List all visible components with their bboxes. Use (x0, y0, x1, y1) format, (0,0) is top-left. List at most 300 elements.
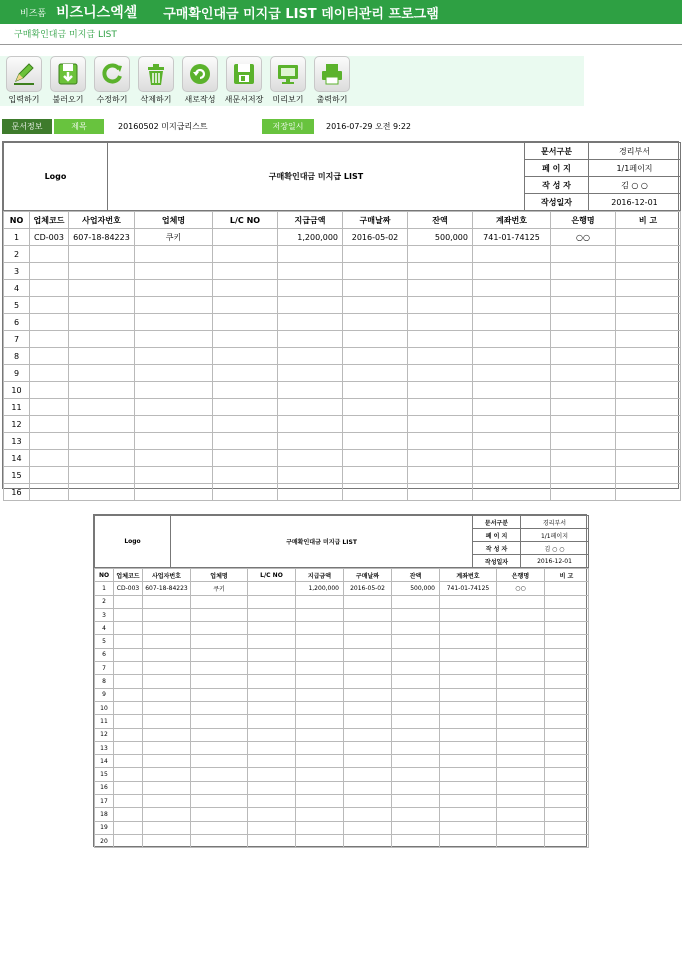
table-cell[interactable] (69, 484, 135, 501)
table-cell[interactable] (213, 365, 278, 382)
table-cell (440, 834, 497, 847)
table-cell[interactable] (213, 450, 278, 467)
table-cell[interactable] (473, 399, 551, 416)
table-cell (296, 755, 344, 768)
table-cell[interactable] (30, 382, 69, 399)
table-cell (344, 808, 392, 821)
row-number: 15 (4, 467, 30, 484)
table-cell[interactable] (343, 331, 408, 348)
table-cell[interactable] (135, 331, 213, 348)
table-cell (248, 688, 296, 701)
table-cell[interactable] (473, 280, 551, 297)
table-cell[interactable] (616, 484, 681, 501)
row-number: 13 (95, 741, 114, 754)
table-cell: 607-18-84223 (143, 582, 191, 595)
table-cell[interactable] (408, 382, 473, 399)
table-cell[interactable] (551, 467, 616, 484)
table-cell[interactable] (473, 484, 551, 501)
table-cell[interactable] (135, 467, 213, 484)
table-cell[interactable] (213, 229, 278, 246)
meta-value[interactable]: 2016-12-01 (589, 194, 681, 211)
table-row (95, 834, 589, 847)
table-cell[interactable] (343, 399, 408, 416)
table-cell[interactable] (69, 382, 135, 399)
table-cell[interactable] (30, 365, 69, 382)
table-cell (392, 635, 440, 648)
table-row (95, 622, 589, 635)
table-cell (191, 688, 248, 701)
table-cell[interactable] (30, 246, 69, 263)
table-cell[interactable] (278, 365, 343, 382)
table-cell[interactable] (408, 399, 473, 416)
table-cell[interactable] (213, 314, 278, 331)
table-cell[interactable] (408, 280, 473, 297)
table-cell[interactable] (30, 331, 69, 348)
table-cell (392, 715, 440, 728)
table-cell[interactable] (408, 297, 473, 314)
table-cell[interactable]: 607-18-84223 (69, 229, 135, 246)
input-button-label: 입력하기 (8, 95, 40, 104)
table-cell[interactable]: 500,000 (408, 229, 473, 246)
table-cell (248, 715, 296, 728)
table-cell[interactable] (551, 263, 616, 280)
table-cell[interactable] (616, 433, 681, 450)
table-cell (392, 821, 440, 834)
table-cell[interactable] (135, 365, 213, 382)
table-cell (440, 821, 497, 834)
table-cell (296, 608, 344, 621)
table-cell (248, 808, 296, 821)
table-cell[interactable] (616, 450, 681, 467)
table-cell[interactable] (213, 467, 278, 484)
table-cell (392, 648, 440, 661)
document-info-row (2, 119, 452, 134)
table-cell (114, 648, 143, 661)
table-cell (497, 715, 545, 728)
table-cell[interactable] (408, 365, 473, 382)
table-row (95, 648, 589, 661)
row-number: 3 (95, 608, 114, 621)
table-cell[interactable] (343, 263, 408, 280)
table-cell[interactable] (278, 348, 343, 365)
table-cell[interactable]: CD-003 (30, 229, 69, 246)
table-cell (392, 768, 440, 781)
table-cell (545, 688, 589, 701)
table-cell[interactable] (408, 450, 473, 467)
table-cell[interactable] (343, 348, 408, 365)
table-cell[interactable] (473, 297, 551, 314)
table-cell[interactable] (213, 280, 278, 297)
table-cell[interactable] (473, 382, 551, 399)
table-cell[interactable] (408, 246, 473, 263)
table-cell (248, 768, 296, 781)
table-cell (392, 675, 440, 688)
preview-button-label: 미리보기 (272, 95, 304, 104)
table-cell[interactable] (69, 450, 135, 467)
table-row (95, 795, 589, 808)
table-cell[interactable] (213, 399, 278, 416)
table-cell[interactable] (278, 399, 343, 416)
table-cell[interactable] (408, 484, 473, 501)
table-cell (545, 622, 589, 635)
table-cell[interactable] (408, 348, 473, 365)
table-cell[interactable]: 쿠키 (135, 229, 213, 246)
column-header: 계좌번호 (440, 569, 497, 582)
table-cell (392, 834, 440, 847)
table-cell (191, 781, 248, 794)
table-row (4, 484, 681, 501)
table-cell[interactable] (616, 297, 681, 314)
table-cell (296, 622, 344, 635)
table-cell[interactable] (473, 263, 551, 280)
table-cell[interactable] (343, 467, 408, 484)
table-cell (545, 701, 589, 714)
table-cell[interactable] (30, 399, 69, 416)
save-new-button[interactable] (222, 56, 266, 106)
table-cell[interactable] (473, 314, 551, 331)
title-badge: 제목 (54, 119, 104, 134)
table-cell[interactable] (408, 314, 473, 331)
row-number: 9 (95, 688, 114, 701)
table-cell[interactable] (30, 467, 69, 484)
table-cell[interactable] (213, 263, 278, 280)
table-cell[interactable] (473, 348, 551, 365)
table-cell[interactable] (551, 280, 616, 297)
table-cell[interactable] (69, 331, 135, 348)
table-cell[interactable] (69, 467, 135, 484)
table-cell (392, 688, 440, 701)
table-cell (545, 662, 589, 675)
table-cell[interactable] (135, 382, 213, 399)
title-value[interactable]: 20160502 미지급리스트 (118, 122, 208, 131)
table-cell[interactable] (278, 433, 343, 450)
table-cell[interactable] (69, 416, 135, 433)
table-cell[interactable] (135, 297, 213, 314)
table-cell[interactable] (616, 348, 681, 365)
table-cell[interactable] (69, 314, 135, 331)
table-cell (497, 622, 545, 635)
edit-button-label: 수정하기 (96, 95, 128, 104)
table-cell[interactable] (213, 297, 278, 314)
table-cell (191, 648, 248, 661)
table-cell[interactable] (343, 382, 408, 399)
meta-value[interactable]: 경리부서 (589, 143, 681, 160)
table-cell[interactable] (616, 416, 681, 433)
column-header: 지급금액 (278, 212, 343, 229)
table-cell[interactable] (69, 365, 135, 382)
table-cell[interactable] (616, 365, 681, 382)
table-cell[interactable] (616, 331, 681, 348)
table-cell (143, 662, 191, 675)
table-row (95, 595, 589, 608)
table-cell[interactable] (135, 416, 213, 433)
table-cell (248, 701, 296, 714)
table-cell[interactable] (69, 263, 135, 280)
table-cell[interactable] (213, 348, 278, 365)
table-cell[interactable] (30, 263, 69, 280)
table-cell (191, 622, 248, 635)
table-cell[interactable] (616, 246, 681, 263)
preview-button[interactable] (266, 56, 310, 106)
table-cell (545, 675, 589, 688)
table-row (95, 582, 589, 595)
table-cell (114, 741, 143, 754)
table-cell[interactable] (473, 365, 551, 382)
load-button-label: 불러오기 (52, 95, 84, 104)
table-cell[interactable] (473, 331, 551, 348)
table-cell[interactable] (551, 297, 616, 314)
table-cell[interactable] (551, 484, 616, 501)
table-cell (191, 741, 248, 754)
table-cell (344, 701, 392, 714)
table-cell[interactable] (213, 331, 278, 348)
table-cell[interactable] (278, 450, 343, 467)
pencil-icon (6, 56, 42, 92)
table-cell (143, 688, 191, 701)
table-cell[interactable] (343, 416, 408, 433)
table-row (95, 662, 589, 675)
table-cell (143, 834, 191, 847)
table-cell[interactable] (343, 450, 408, 467)
table-cell[interactable] (135, 280, 213, 297)
table-cell[interactable] (69, 297, 135, 314)
table-cell (191, 595, 248, 608)
toolbar (0, 56, 584, 106)
row-number: 8 (4, 348, 30, 365)
table-cell[interactable] (30, 450, 69, 467)
table-cell (497, 608, 545, 621)
table-cell[interactable] (408, 416, 473, 433)
table-cell[interactable] (278, 416, 343, 433)
delete-button[interactable] (134, 56, 178, 106)
table-cell (191, 662, 248, 675)
table-cell (143, 701, 191, 714)
row-number: 18 (95, 808, 114, 821)
table-header-row (4, 212, 681, 229)
table-cell[interactable] (30, 416, 69, 433)
table-cell[interactable] (408, 433, 473, 450)
table-cell[interactable] (69, 348, 135, 365)
table-cell (143, 821, 191, 834)
table-cell[interactable] (30, 348, 69, 365)
input-button[interactable] (2, 56, 46, 106)
table-cell (497, 675, 545, 688)
table-cell[interactable] (551, 314, 616, 331)
table-cell[interactable] (551, 399, 616, 416)
table-cell (114, 795, 143, 808)
table-cell (497, 688, 545, 701)
table-cell[interactable] (551, 365, 616, 382)
table-cell (114, 728, 143, 741)
table-cell[interactable]: ○○ (551, 229, 616, 246)
table-cell[interactable] (551, 348, 616, 365)
table-cell (296, 675, 344, 688)
table-row (95, 608, 589, 621)
table-cell (296, 821, 344, 834)
column-header: 잔액 (408, 212, 473, 229)
table-cell (440, 741, 497, 754)
table-cell[interactable] (135, 399, 213, 416)
table-row (4, 399, 681, 416)
table-cell[interactable] (135, 263, 213, 280)
table-cell[interactable] (278, 263, 343, 280)
column-header: 계좌번호 (473, 212, 551, 229)
table-cell[interactable] (343, 246, 408, 263)
table-cell (296, 662, 344, 675)
page-subtitle: 구매확인대금 미지급 LIST (14, 30, 117, 40)
table-cell[interactable]: 741-01-74125 (473, 229, 551, 246)
table-cell (191, 728, 248, 741)
table-cell[interactable] (278, 280, 343, 297)
table-cell[interactable] (408, 263, 473, 280)
table-cell[interactable] (30, 484, 69, 501)
row-number: 2 (95, 595, 114, 608)
table-cell[interactable] (278, 246, 343, 263)
table-cell[interactable] (616, 399, 681, 416)
table-cell[interactable] (551, 246, 616, 263)
table-cell (497, 821, 545, 834)
row-number: 15 (95, 768, 114, 781)
table-cell[interactable] (551, 331, 616, 348)
table-cell[interactable] (213, 484, 278, 501)
table-cell[interactable] (408, 467, 473, 484)
table-cell (114, 834, 143, 847)
table-row (95, 688, 589, 701)
table-cell[interactable] (135, 484, 213, 501)
table-row (95, 741, 589, 754)
print-button[interactable] (310, 56, 354, 106)
table-cell (344, 768, 392, 781)
table-cell (248, 648, 296, 661)
table-cell[interactable] (69, 399, 135, 416)
table-cell[interactable] (278, 297, 343, 314)
table-cell (344, 795, 392, 808)
meta-label: 작 성 자 (473, 542, 521, 555)
table-cell (344, 648, 392, 661)
table-cell[interactable] (69, 280, 135, 297)
table-cell[interactable] (551, 433, 616, 450)
table-cell[interactable] (616, 280, 681, 297)
table-cell[interactable] (30, 433, 69, 450)
table-cell (296, 781, 344, 794)
table-cell[interactable] (343, 433, 408, 450)
table-cell[interactable] (473, 467, 551, 484)
table-cell (344, 622, 392, 635)
table-cell (545, 808, 589, 821)
brand-logo-text: 비즈니스엑셀 (56, 5, 138, 21)
table-cell[interactable] (278, 314, 343, 331)
table-cell[interactable] (473, 433, 551, 450)
table-cell (191, 795, 248, 808)
table-cell[interactable] (616, 314, 681, 331)
table-cell (497, 595, 545, 608)
table-cell (545, 781, 589, 794)
new-document-button[interactable] (178, 56, 222, 106)
table-cell[interactable] (408, 331, 473, 348)
doc-info-badge: 문서정보 (2, 119, 52, 134)
table-cell[interactable] (343, 297, 408, 314)
table-cell (497, 741, 545, 754)
table-cell[interactable] (616, 229, 681, 246)
table-cell[interactable] (278, 382, 343, 399)
table-cell[interactable]: 2016-05-02 (343, 229, 408, 246)
table-cell[interactable] (135, 450, 213, 467)
table-cell[interactable] (343, 314, 408, 331)
table-cell: 쿠키 (191, 582, 248, 595)
table-row (4, 450, 681, 467)
table-cell (440, 635, 497, 648)
table-cell[interactable] (213, 246, 278, 263)
table-cell (392, 595, 440, 608)
edit-button[interactable] (90, 56, 134, 106)
table-cell[interactable] (30, 314, 69, 331)
table-cell[interactable] (213, 433, 278, 450)
table-cell (440, 662, 497, 675)
table-cell[interactable] (343, 280, 408, 297)
meta-value: 김 ○ ○ (521, 542, 589, 555)
table-cell[interactable] (343, 365, 408, 382)
table-cell[interactable] (213, 382, 278, 399)
saved-badge: 저장일시 (262, 119, 314, 134)
table-cell[interactable] (551, 416, 616, 433)
meta-value[interactable]: 김 ○ ○ (589, 177, 681, 194)
table-cell (248, 662, 296, 675)
table-cell[interactable] (278, 467, 343, 484)
table-cell[interactable] (30, 280, 69, 297)
table-cell[interactable] (551, 450, 616, 467)
table-cell[interactable] (473, 246, 551, 263)
meta-value[interactable]: 1/1페이지 (589, 160, 681, 177)
table-cell[interactable] (278, 331, 343, 348)
table-cell[interactable] (135, 246, 213, 263)
load-button[interactable] (46, 56, 90, 106)
refresh-icon (94, 56, 130, 92)
table-cell[interactable] (473, 450, 551, 467)
table-cell[interactable] (278, 484, 343, 501)
table-cell (114, 595, 143, 608)
saved-value: 2016-07-29 오전 9:22 (326, 122, 411, 131)
table-cell (248, 595, 296, 608)
table-cell[interactable] (343, 484, 408, 501)
table-cell (344, 608, 392, 621)
table-cell[interactable] (213, 416, 278, 433)
row-number: 17 (95, 795, 114, 808)
row-number: 11 (4, 399, 30, 416)
table-cell[interactable] (69, 246, 135, 263)
table-cell (440, 622, 497, 635)
table-cell[interactable] (135, 433, 213, 450)
table-cell[interactable] (473, 416, 551, 433)
table-cell[interactable] (135, 314, 213, 331)
table-cell[interactable] (551, 382, 616, 399)
table-cell[interactable] (135, 348, 213, 365)
table-cell (248, 795, 296, 808)
table-cell[interactable] (30, 297, 69, 314)
table-cell (440, 728, 497, 741)
table-cell[interactable]: 1,200,000 (278, 229, 343, 246)
row-number: 1 (4, 229, 30, 246)
table-cell (497, 768, 545, 781)
table-cell[interactable] (69, 433, 135, 450)
table-cell[interactable] (616, 263, 681, 280)
column-header: 업체명 (191, 569, 248, 582)
column-header: NO (4, 212, 30, 229)
table-cell (344, 834, 392, 847)
table-cell[interactable] (616, 382, 681, 399)
document-title: 구매확인대금 미지급 LIST (171, 516, 473, 568)
table-cell[interactable] (616, 467, 681, 484)
trash-icon (138, 56, 174, 92)
